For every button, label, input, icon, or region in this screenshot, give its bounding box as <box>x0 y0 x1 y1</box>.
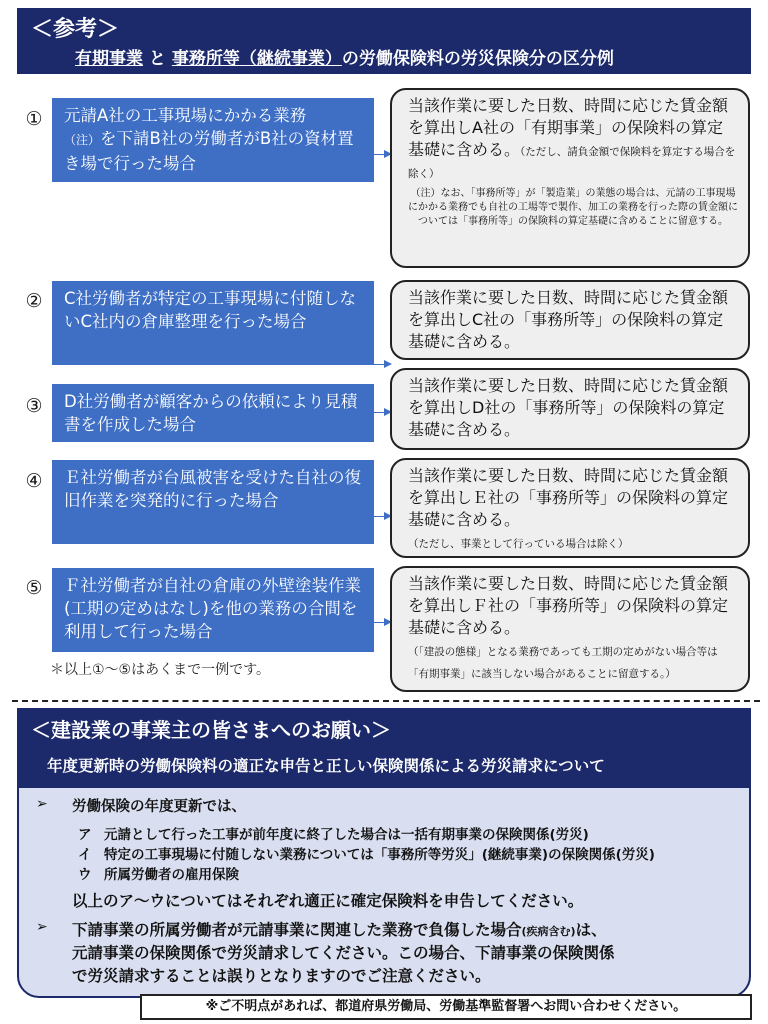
bullet-2-text-a: 下請事業の所属労働者が元請事業に関連した業務で負傷した場合 <box>72 921 522 939</box>
item-u-mark: ウ <box>78 867 92 883</box>
item-i-mark: イ <box>78 847 92 863</box>
case-3-description: D社労働者が顧客からの依頼により見積書を作成した場合 <box>52 384 374 442</box>
bullet-2-line-1 <box>72 918 607 940</box>
summary-text: 以上のア～ウについてはそれぞれ適正に確定保険料を申告してください。 <box>72 892 584 910</box>
case-1-result <box>390 88 750 268</box>
bullet-2-line-2: 元請事業の保険関係で労災請求してください。この場合、下請事業の保険関係 <box>72 944 615 962</box>
case-5-result-text: 当該作業に要した日数、時間に応じた賃金額を算出しＦ社の「事務所等」の保険料の算定基礎に含める。 <box>408 574 729 637</box>
bullet-2-text-b: は、 <box>575 921 607 939</box>
case-3-arrow <box>374 412 390 413</box>
case-1-result-note: （注）なお、「事務所等」が「製造業」の業態の場合は、元請の工事現場にかかる業務でも自社の工場等で製作、加工の業務を行った際の賃金額については「事務所等」の保険料の算定基礎に含めることに留意する。 <box>408 188 738 227</box>
bullet-1-icon: ➢ <box>36 796 48 812</box>
case-2-arrow <box>374 364 390 365</box>
case-1-result-small: （ただし、請負金額で保険料を算定する場合を除く） <box>408 146 736 180</box>
case-3-result: 当該作業に要した日数、時間に応じた賃金額を算出しD社の「事務所等」の保険料の算定基礎に含める。 <box>390 368 750 450</box>
subtitle-rest: の労働保険料の労災保険分の区分例 <box>341 49 614 69</box>
contact-note: ※ご不明点があれば、都道府県労働局、労働基準監督署へお問い合わせください。 <box>140 994 752 1020</box>
case-2-description: C社労働者が特定の工事現場に付随しないC社内の倉庫整理を行った場合 <box>52 281 374 365</box>
case-1-desc-note: （注） <box>64 133 101 147</box>
case-1-desc-b: を下請B社の労働者がB社の資材置き場で行った場合 <box>64 129 354 173</box>
case-4-result-small: （ただし、事業として行っている場合は除く） <box>408 538 629 550</box>
bullet-2-icon: ➢ <box>36 919 48 935</box>
case-5-description: Ｆ社労働者が自社の倉庫の外壁塗装作業(工期の定めはなし)を他の業務の合間を利用して行った場合 <box>52 568 374 652</box>
case-3-number: ③ <box>25 395 43 417</box>
case-1-number: ① <box>25 108 43 130</box>
case-2-number: ② <box>25 290 43 312</box>
bullet-2-small: (疾病含む) <box>521 925 576 938</box>
bullet-1-text: 労働保険の年度更新では、 <box>72 799 246 815</box>
case-4-result <box>390 458 750 558</box>
case-1-arrow <box>374 154 390 155</box>
header-subtitle <box>75 44 614 69</box>
bullet-2-line-3: で労災請求することは誤りとなりますのでご注意ください。 <box>72 967 491 985</box>
case-2-result: 当該作業に要した日数、時間に応じた賃金額を算出しC社の「事務所等」の保険料の算定基礎に含める。 <box>390 280 750 360</box>
case-1-desc-a: 元請A社の工事現場にかかる業務 <box>64 106 307 125</box>
item-a-mark: ア <box>78 827 92 843</box>
page-header <box>17 8 751 74</box>
case-5-result-small: （「建設の態様」となる業務であっても工期の定めがない場合等は「有期事業」に該当しない場合があることに留意する。） <box>408 646 718 680</box>
case-4-number: ④ <box>25 470 43 492</box>
case-5-number: ⑤ <box>25 577 43 599</box>
subtitle-and: と <box>143 49 172 69</box>
request-subtitle: 年度更新時の労働保険料の適正な申告と正しい保険関係による労災請求について <box>47 757 605 775</box>
item-i-text: 特定の工事現場に付随しない業務については「事務所等労災」(継続事業)の保険関係(労災) <box>104 847 655 863</box>
case-5-result <box>390 566 750 692</box>
item-u-text: 所属労働者の雇用保険 <box>104 867 239 883</box>
case-5-arrow <box>374 622 390 623</box>
case-1-description <box>52 98 374 182</box>
dashed-divider <box>12 700 760 702</box>
subtitle-fixed-term: 有期事業 <box>75 49 143 69</box>
case-4-description: Ｅ社労働者が台風被害を受けた自社の復旧作業を突発的に行った場合 <box>52 460 374 544</box>
case-1-result-text: 当該作業に要した日数、時間に応じた賃金額を算出しA社の「有期事業」の保険料の算定基礎に含める。 <box>408 96 729 159</box>
case-4-arrow <box>374 516 390 517</box>
subtitle-office: 事務所等（継続事業） <box>171 49 342 69</box>
request-title: ＜建設業の事業主の皆さまへのお願い＞ <box>31 718 391 742</box>
header-title: ＜参考＞ <box>31 17 120 42</box>
request-header <box>17 708 751 788</box>
examples-footnote: ＊以上①～⑤はあくまで一例です。 <box>50 662 270 678</box>
case-4-result-text: 当該作業に要した日数、時間に応じた賃金額を算出しＥ社の「事務所等」の保険料の算定基礎に含める。 <box>408 466 729 529</box>
item-a-text: 元請として行った工事が前年度に終了した場合は一括有期事業の保険関係(労災) <box>104 827 589 843</box>
